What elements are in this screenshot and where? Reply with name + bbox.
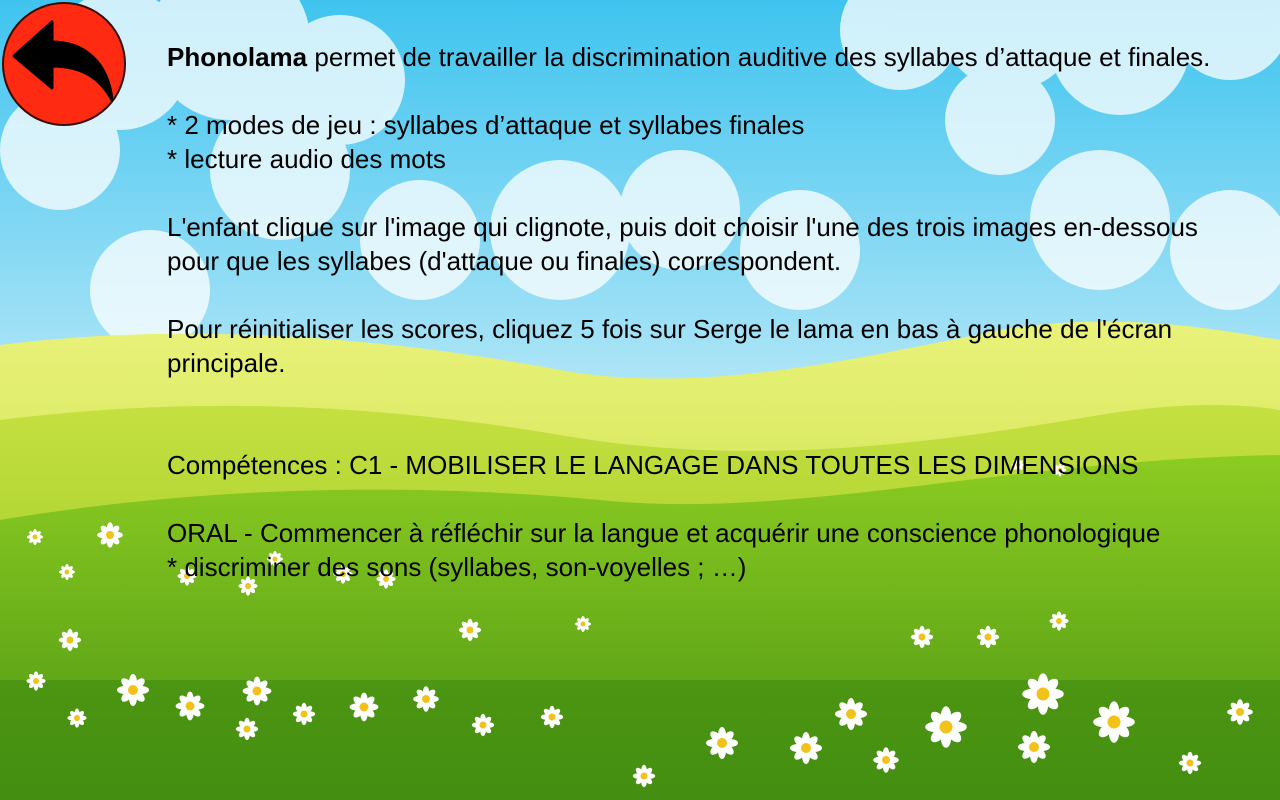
oral-paragraph: ORAL - Commencer à réfléchir sur la langue et acquérir une conscience phonologique: [167, 518, 1161, 548]
feature-line: * lecture audio des mots: [167, 144, 446, 174]
back-button[interactable]: [2, 2, 126, 126]
back-arrow-icon: [4, 4, 124, 124]
oral-item: * discriminer des sons (syllabes, son-voyelles ; …): [167, 552, 747, 582]
info-text: [167, 40, 1257, 584]
reset-paragraph: Pour réinitialiser les scores, cliquez 5 fois sur Serge le lama en bas à gauche de l'écran principale.: [167, 314, 1173, 378]
instructions-paragraph: L'enfant clique sur l'image qui clignote, puis doit choisir l'une des trois images en-dessous pour que les syllabes (d'attaque ou finales) correspondent.: [167, 212, 1198, 276]
competences-paragraph: Compétences : C1 - MOBILISER LE LANGAGE DANS TOUTES LES DIMENSIONS: [167, 450, 1139, 480]
app-name: Phonolama: [167, 42, 308, 72]
feature-line: * 2 modes de jeu : syllabes d’attaque et syllabes finales: [167, 110, 805, 140]
intro-paragraph: [167, 40, 1257, 74]
intro-text: permet de travailler la discrimination auditive des syllabes d’attaque et finales.: [307, 42, 1211, 72]
